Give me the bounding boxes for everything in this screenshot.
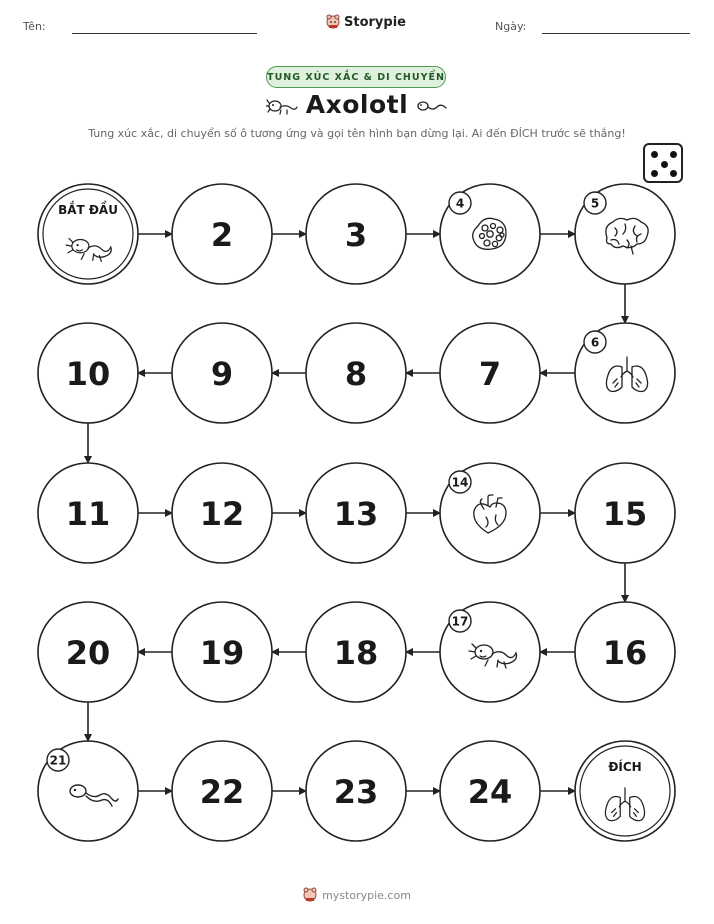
board-space-4[interactable] [440, 184, 540, 284]
board-space-21[interactable] [38, 741, 138, 841]
space-number: 9 [210, 355, 234, 393]
space-number: 4 [455, 196, 465, 211]
space-circle [38, 184, 138, 284]
space-number-badge [584, 331, 606, 353]
board-space-5[interactable] [575, 184, 675, 284]
board-space-23[interactable] [306, 741, 406, 841]
space-number: 15 [602, 495, 648, 533]
board-space-11[interactable] [38, 463, 138, 563]
footer [0, 887, 714, 903]
space-number: 10 [65, 355, 111, 393]
space-number: 19 [199, 634, 245, 672]
space-number-badge [47, 749, 69, 771]
page-title: Axolotl [305, 90, 409, 119]
space-number: 2 [210, 216, 234, 254]
space-number-badge [584, 192, 606, 214]
space-number: 11 [65, 495, 111, 533]
start-label: BẮT ĐẦU [58, 203, 118, 217]
board-space-22[interactable] [172, 741, 272, 841]
board-space-24[interactable] [440, 741, 540, 841]
board-space-14[interactable] [440, 463, 540, 563]
space-number: 20 [65, 634, 111, 672]
name-label: Tên: [23, 20, 46, 33]
board-space-6[interactable] [575, 323, 675, 423]
footer-url[interactable]: mystorypie.com [322, 888, 411, 902]
space-number: 7 [478, 355, 502, 393]
board-space-7[interactable] [440, 323, 540, 423]
brand-name: Storypie [344, 14, 406, 30]
space-number-badge [449, 192, 471, 214]
board-space-9[interactable] [172, 323, 272, 423]
space-number: 13 [333, 495, 379, 533]
finish-label: ĐÍCH [608, 760, 642, 774]
space-number: 21 [49, 753, 67, 768]
board-space-3[interactable] [306, 184, 406, 284]
space-number: 5 [590, 196, 600, 211]
board-space-17[interactable] [440, 602, 540, 702]
space-number: 12 [199, 495, 245, 533]
board-space-20[interactable] [38, 602, 138, 702]
board-space-8[interactable] [306, 323, 406, 423]
space-number: 14 [451, 475, 469, 490]
space-number: 6 [590, 335, 600, 350]
space-number: 24 [467, 773, 513, 811]
instructions: Tung xúc xắc, di chuyển số ô tương ứng và gọi tên hình bạn dừng lại. Ai đến ĐÍCH trước sẽ thắng! [88, 127, 626, 140]
date-label: Ngày: [495, 20, 527, 33]
space-number: 22 [199, 773, 245, 811]
board-space-1[interactable] [38, 184, 138, 284]
space-number: 3 [344, 216, 368, 254]
board-space-25[interactable] [575, 741, 675, 841]
board-space-15[interactable] [575, 463, 675, 563]
space-number: 16 [602, 634, 648, 672]
space-number: 23 [333, 773, 379, 811]
board-space-18[interactable] [306, 602, 406, 702]
storypie-mascot-icon [303, 887, 317, 903]
space-number-badge [449, 610, 471, 632]
board-space-16[interactable] [575, 602, 675, 702]
space-number-badge [449, 471, 471, 493]
board-space-13[interactable] [306, 463, 406, 563]
space-number: 17 [451, 614, 469, 629]
board-space-19[interactable] [172, 602, 272, 702]
space-number: 8 [344, 355, 368, 393]
board-space-2[interactable] [172, 184, 272, 284]
game-type-banner: TUNG XÚC XẮC & DI CHUYỂN [266, 66, 446, 88]
board-space-12[interactable] [172, 463, 272, 563]
space-number: 18 [333, 634, 379, 672]
board-space-10[interactable] [38, 323, 138, 423]
